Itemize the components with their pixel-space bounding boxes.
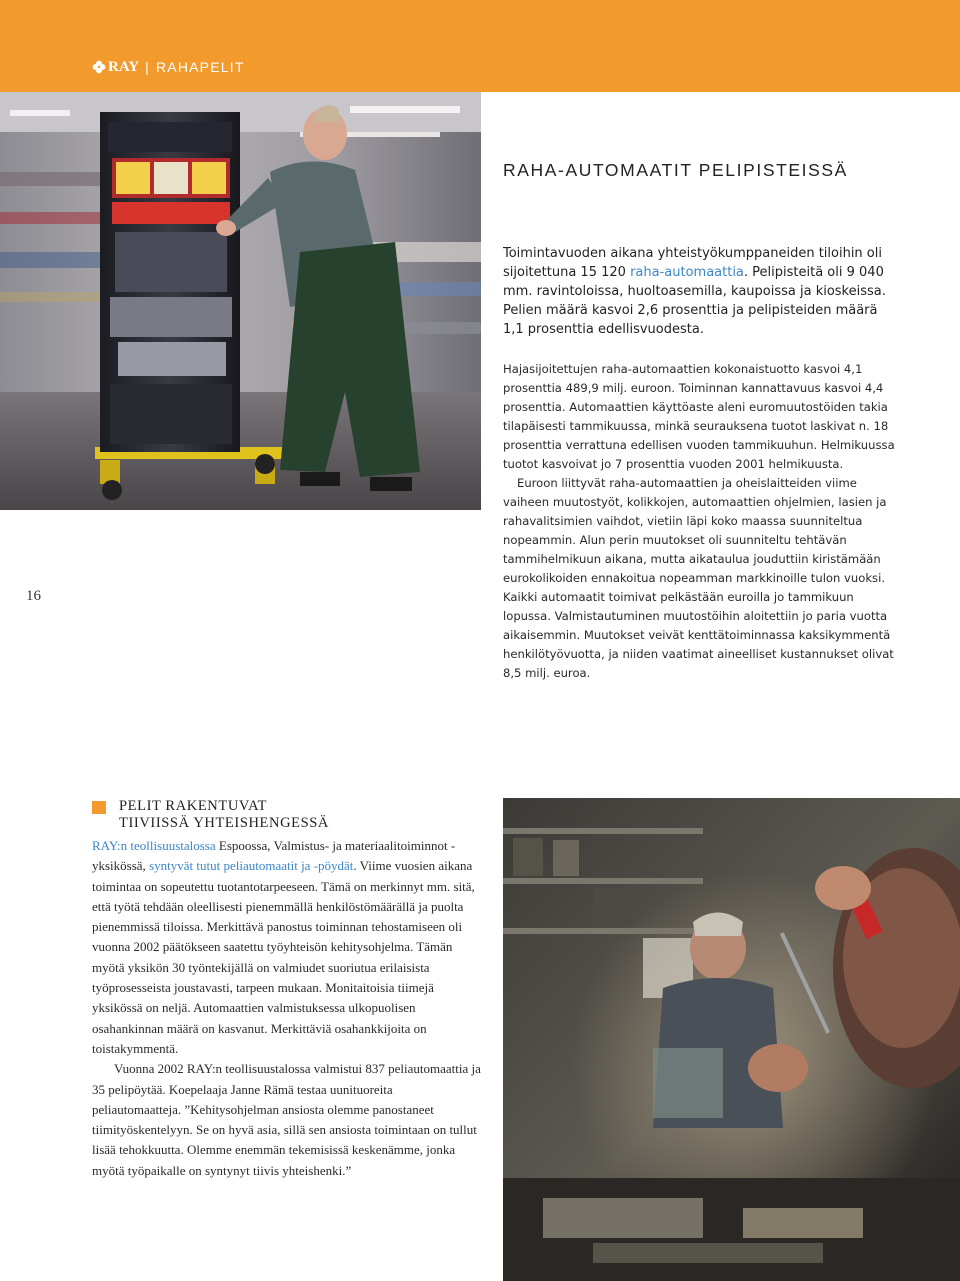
page-number: 16 — [26, 588, 41, 604]
ray-logo — [92, 59, 139, 76]
photo-slot-machine-technician — [0, 92, 481, 510]
sidebar-paragraph-2: Vuonna 2002 RAY:n teollisuustalossa valmistui 837 peliautomaattia ja 35 pelipöytää. Koepelaaja Janne Rämä testaa uunituoreita peliautomaatteja. ”Kehitysohjelman ansiosta olemme panostaneet tiimityöskentelyyn. Se on hyvä asia, sillä sen ansiosta toimintaan on tullut lisää tehokkuutta. Olemme enemmän tekemisissä keskenämme, jonka myötä työpaikalle on syntynyt tiivis yhteishenki.” — [92, 1061, 481, 1178]
sidebar-link-peliautomaatit[interactable]: syntyvät tutut peliautomaatit ja -pöydät — [149, 858, 354, 874]
orange-square-marker — [92, 801, 106, 814]
article-body — [503, 360, 898, 683]
clover-icon — [92, 60, 106, 74]
brand-header — [92, 57, 245, 77]
sidebar-text — [92, 836, 482, 1181]
lead-text-end: . Pelipisteitä oli 9 040 mm. ravintoloissa, huoltoasemilla, kaupoissa ja kioskeissa. Pelien määrä kasvoi 2,6 prosenttia ja pelipisteiden määrä 1,1 prosenttia edellisvuodesta. — [503, 265, 886, 337]
article-title: RAHA-AUTOMAATIT PELIPISTEISSÄ — [503, 160, 848, 180]
body-paragraph-1: Hajasijoitettujen raha-automaattien kokonaistuotto kasvoi 4,1 prosenttia 489,9 milj. euroon. Toiminnan kannattavuus kasvoi 4,4 prosenttia. Automaattien käyttöaste aleni euromuutostöiden takia tilapäisesti tammikuussa, minkä seurauksena tuotot laskivat n. 18 prosenttia verrattuna edellisen vuoden tammikuuhun. Helmikuussa tuotot kasvoivat jo 7 prosenttia vuoden 2001 helmikuusta. — [503, 362, 895, 471]
header-band — [0, 0, 960, 92]
article-lead — [503, 244, 893, 339]
section-label: RAHAPELIT — [155, 59, 245, 75]
sidebar-link-teollisuustalo[interactable]: RAY:n teollisuustalossa — [92, 838, 216, 853]
logo-text: RAY — [108, 58, 140, 75]
sidebar-title-line-1: PELIT RAKENTUVAT — [119, 798, 268, 814]
body-paragraph-2: Euroon liittyvät raha-automaattien ja oheislaitteiden viime vaiheen muutostyöt, kolikkojen, automaattien ohjelmien, lasien ja rahavalitsimien vaihdot, vietiin läpi koko maassa suunniteltua nopeammin. Alun perin muutokset oli suunniteltu tehtävän tammihelmikuun aikana, mutta aikataulua jouduttiin kiristämään eurokolikoiden ennakoitua nopeamman markkinoille tulon vuoksi. Kaikki automaatit toimivat pelkästään euroilla jo tammikuun lopussa. Valmistautuminen muutostöihin aloitettiin jo paria vuotta aikaisemmin. Muutokset veivät kenttätoiminnassa kaksikymmentä henkilötyövuotta, ja niiden vaatimat aineelliset kustannukset olivat 8,5 milj. euroa. — [503, 476, 894, 680]
lead-text-start: Toimintavuoden aikana yhteistyökumppaneiden tiloihin oli sijoitettuna 15 120 — [503, 246, 882, 280]
lead-link-raha-automaattia[interactable]: raha-automaattia — [630, 265, 744, 280]
sidebar-text-1: Espoossa, Valmistus- ja materiaalitoiminnot -yksikössä, — [92, 838, 456, 874]
sidebar-story — [92, 798, 482, 1181]
header-separator: | — [145, 59, 150, 75]
sidebar-paragraph-1 — [92, 836, 482, 1059]
sidebar-text-2: . Viime vuosien aikana toimintaa on sopeutettu tuotantotarpeeseen. Tämä on merkinnyt mm. sitä, että työtä tehdään oleellisesti pienemmällä henkilöstömäärällä ja puolta pienemmissä tiloissa. Merkittävä panostus toiminnan tehostamiseen oli vuonna 2002 päätökseen saatettu työyhteisön kehitysohjelma. Tämän myötä yksikön 30 työntekijällä on valmiudet suoriutua erilaisista työprosesseista joustavasti, tarpeen mukaan. Monitaitoisia tiimejä yksikössä on neljä. Automaattien valmistuksessa ulkopuolisen osahankinnan määrä on kasvanut. Merkittäviä osahankkijoita on toistakymmentä. — [92, 858, 475, 1056]
photo-assembly-worker — [503, 798, 960, 1281]
sidebar-title-line-2: TIIVIISSÄ YHTEISHENGESSÄ — [119, 815, 330, 831]
sidebar-title — [92, 798, 482, 832]
